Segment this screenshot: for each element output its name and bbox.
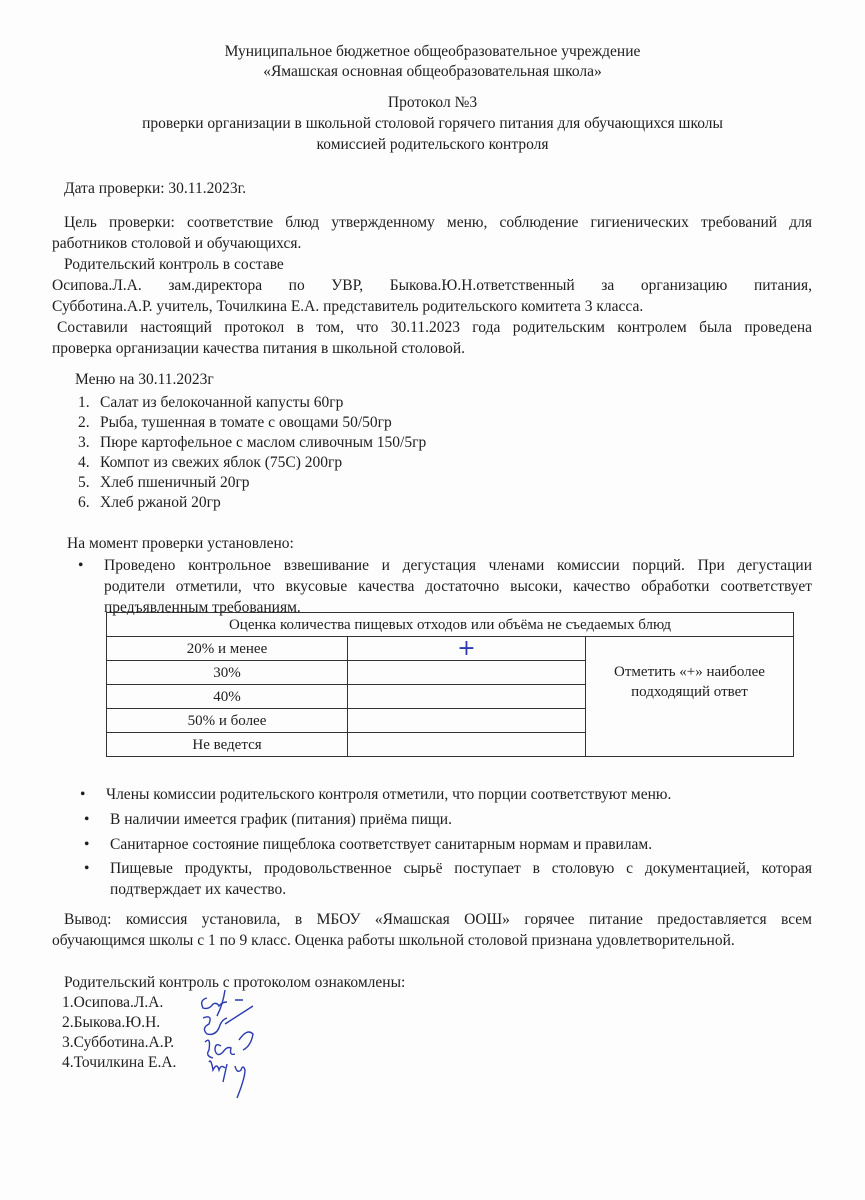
mark-cell[interactable]: + (348, 637, 586, 661)
row-label: 50% и более (107, 709, 348, 733)
org-name-line2: «Ямашская основная общеобразовательная школа» (263, 63, 602, 80)
finding-bullet (84, 809, 452, 830)
note-cell (586, 637, 794, 757)
waste-assessment-table (106, 612, 794, 757)
menu-title: Меню на 30.11.2023г (75, 371, 214, 388)
item-text: Компот из свежих яблок (75С) 200гр (100, 454, 343, 471)
bullet-line: подтверждает их качество. (110, 881, 287, 898)
menu-item (78, 472, 250, 493)
mark-cell[interactable] (348, 733, 586, 757)
bullet-icon: • (84, 836, 90, 853)
member: 3.Субботина.А.Р. (62, 1034, 175, 1051)
bullet-line: Пищевые продукты, продовольственное сырьё поступает в столовую с документацией, которая (110, 860, 812, 877)
item-number: 2. (78, 414, 90, 431)
org-name-line1: Муниципальное бюджетное общеобразовательное учреждение (224, 43, 641, 60)
row-label: 30% (107, 661, 348, 685)
mark-cell[interactable] (348, 709, 586, 733)
bullet-icon: • (84, 811, 90, 828)
row-label: 40% (107, 685, 348, 709)
bullet-icon: • (78, 557, 84, 574)
item-number: 1. (78, 394, 90, 411)
signatures-icon (195, 990, 285, 1100)
bullet-icon: • (80, 786, 86, 803)
findings-title: На момент проверки установлено: (67, 535, 294, 552)
menu-item (78, 392, 343, 413)
member: 4.Точилкина Е.А. (62, 1054, 177, 1071)
bullet-line: Санитарное состояние пищеблока соответствует санитарным нормам и правилам. (110, 836, 653, 853)
item-text: Рыба, тушенная в томате с овощами 50/50гр (100, 414, 392, 431)
table-row (107, 637, 794, 661)
acknowledged-title: Родительский контроль с протоколом ознакомлены: (64, 974, 406, 991)
compiled-line1: Составили настоящий протокол в том, что 30.11.2023 года родительским контролем была проведена (57, 319, 812, 336)
composition-line1: Родительский контроль в составе (64, 256, 284, 273)
conclusion-line1: Вывод: комиссия установила, в МБОУ «Ямашская ООШ» горячее питание предоставляется всем (64, 911, 812, 928)
compiled-line2: проверка организации качества питания в школьной столовой. (52, 340, 466, 357)
inspection-date: Дата проверки: 30.11.2023г. (64, 180, 247, 197)
finding-bullet (84, 834, 653, 855)
item-text: Хлеб пшеничный 20гр (100, 474, 250, 491)
bullet-icon: • (84, 860, 90, 877)
finding-bullet (84, 858, 812, 900)
member: 1.Осипова.Л.А. (62, 994, 164, 1011)
row-label: 20% и менее (107, 637, 348, 661)
item-number: 3. (78, 434, 90, 451)
menu-item (78, 432, 426, 453)
item-number: 5. (78, 474, 90, 491)
item-text: Пюре картофельное с маслом сливочным 150/5гр (100, 434, 427, 451)
composition-line3: Субботина.А.Р. учитель, Точилкина Е.А. представитель родительского комитета 3 класса. (52, 298, 644, 315)
protocol-title-line1: проверки организации в школьной столовой горячего питания для обучающихся школы (142, 115, 723, 132)
mark-cell[interactable] (348, 661, 586, 685)
menu-item (78, 412, 392, 433)
goal-line1: Цель проверки: соответствие блюд утвержденному меню, соблюдение гигиенических требований для (64, 214, 812, 231)
item-number: 4. (78, 454, 90, 471)
bullet-line: предъявленным требованиям. (104, 599, 301, 616)
member: 2.Быкова.Ю.Н. (62, 1014, 161, 1031)
note-line: Отметить «+» наиболее (614, 663, 765, 680)
table-header: Оценка количества пищевых отходов или объёма не съедаемых блюд (107, 613, 794, 637)
item-number: 6. (78, 494, 90, 511)
composition-line2: Осипова.Л.А. зам.директора по УВР, Быкова.Ю.Н.ответственный за организацию питания, (52, 277, 812, 294)
bullet-line: Проведено контрольное взвешивание и дегустация членами комиссии порций. При дегустации (104, 557, 812, 574)
protocol-title-line2: комиссией родительского контроля (316, 136, 549, 153)
note-line: подходящий ответ (631, 683, 748, 700)
bullet-line: Члены комиссии родительского контроля отметили, что порции соответствуют меню. (106, 786, 672, 803)
menu-item (78, 492, 221, 513)
mark-cell[interactable] (348, 685, 586, 709)
bullet-line: В наличии имеется график (питания) приёма пищи. (110, 811, 452, 828)
members-list (62, 993, 176, 1073)
finding-bullet (80, 784, 672, 805)
row-label: Не ведется (107, 733, 348, 757)
item-text: Хлеб ржаной 20гр (100, 494, 221, 511)
item-text: Салат из белокочанной капусты 60гр (100, 394, 344, 411)
finding-bullet (78, 555, 812, 618)
conclusion-line2: обучающимся школы с 1 по 9 класс. Оценка работы школьной столовой признана удовлетворительной. (52, 932, 735, 949)
menu-item (78, 452, 342, 473)
bullet-line: родители отметили, что вкусовые качества достаточно высоки, качество обработки соответствует (104, 578, 812, 595)
goal-line2: работников столовой и обучающихся. (52, 235, 302, 252)
protocol-number: Протокол №3 (387, 94, 478, 111)
